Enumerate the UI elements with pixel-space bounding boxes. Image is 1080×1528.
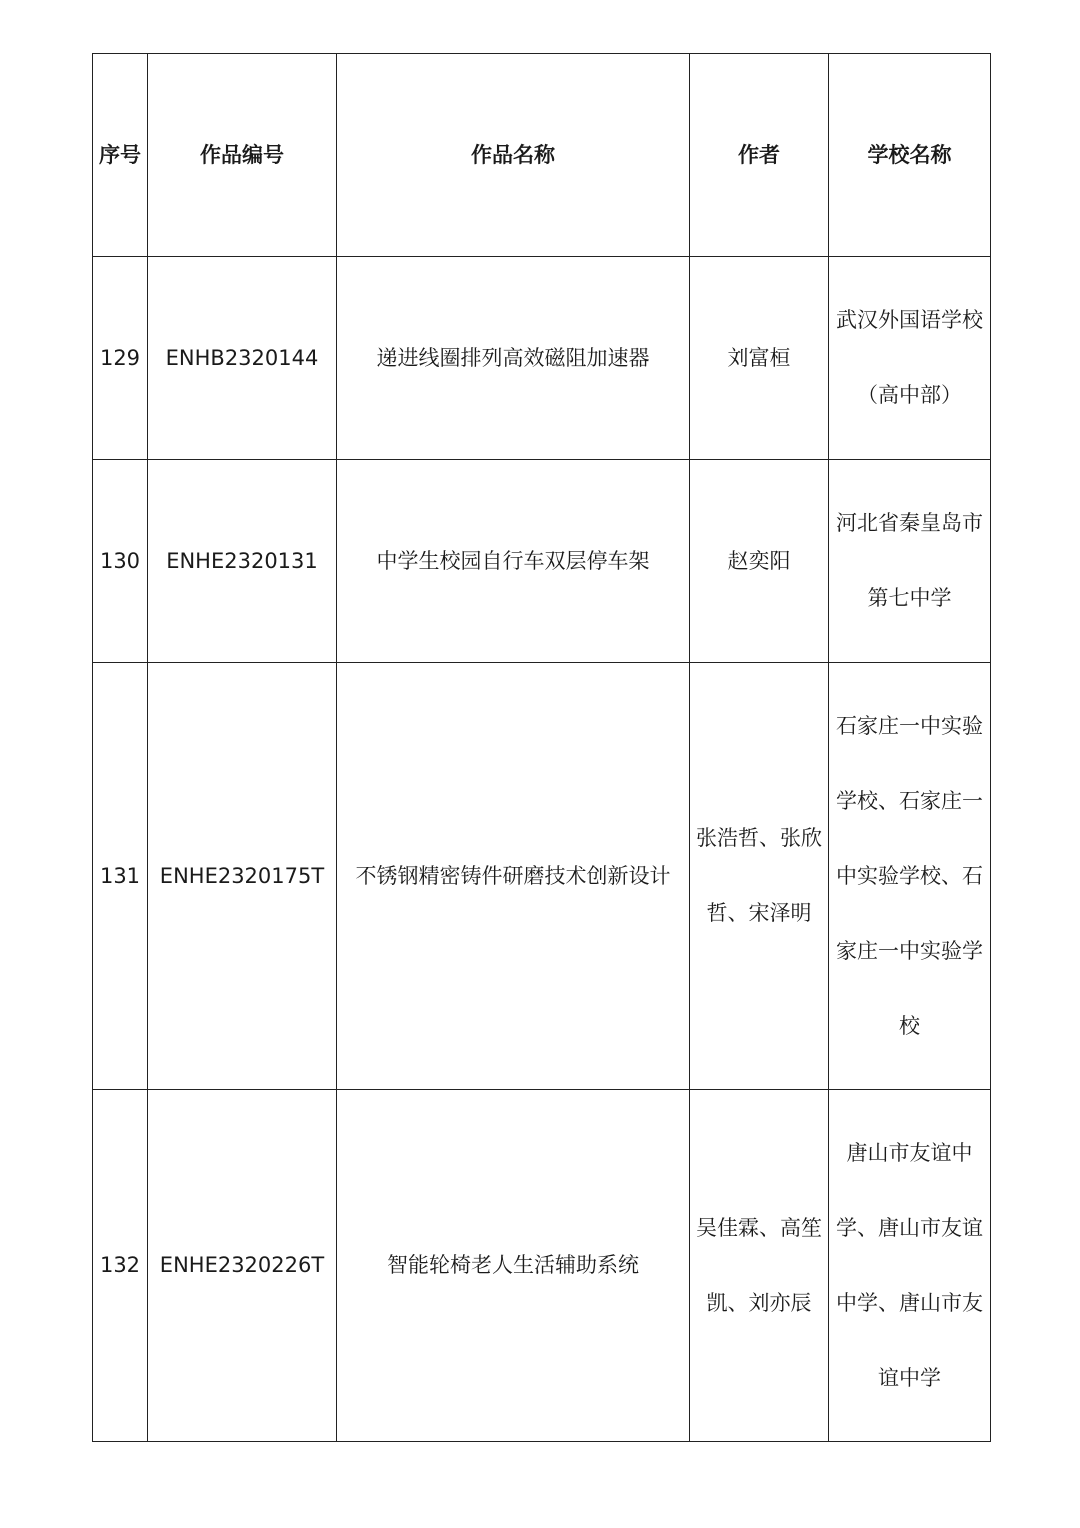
cell-author: 张浩哲、张欣哲、宋泽明 [690,663,829,1090]
header-seq: 序号 [93,54,148,257]
table-row [93,460,991,663]
cell-school: 石家庄一中实验学校、石家庄一中实验学校、石家庄一中实验学校 [829,663,991,1090]
table-row [93,257,991,460]
cell-author: 赵奕阳 [690,460,829,663]
cell-school: 武汉外国语学校（高中部） [829,257,991,460]
cell-author: 刘富桓 [690,257,829,460]
table-row [93,663,991,1090]
cell-seq: 130 [93,460,148,663]
cell-school: 河北省秦皇岛市第七中学 [829,460,991,663]
header-id: 作品编号 [148,54,337,257]
cell-seq: 129 [93,257,148,460]
cell-seq: 132 [93,1090,148,1442]
cell-school: 唐山市友谊中学、唐山市友谊中学、唐山市友谊中学 [829,1090,991,1442]
header-school: 学校名称 [829,54,991,257]
table-row [93,1090,991,1442]
cell-id: ENHE2320226T [148,1090,337,1442]
cell-name: 不锈钢精密铸件研磨技术创新设计 [337,663,690,1090]
header-author: 作者 [690,54,829,257]
cell-name: 智能轮椅老人生活辅助系统 [337,1090,690,1442]
cell-id: ENHB2320144 [148,257,337,460]
cell-name: 中学生校园自行车双层停车架 [337,460,690,663]
cell-author: 吴佳霖、高笙凯、刘亦辰 [690,1090,829,1442]
table-header-row [93,54,991,257]
cell-seq: 131 [93,663,148,1090]
cell-name: 递进线圈排列高效磁阻加速器 [337,257,690,460]
cell-id: ENHE2320131 [148,460,337,663]
header-name: 作品名称 [337,54,690,257]
award-table [92,53,991,1442]
cell-id: ENHE2320175T [148,663,337,1090]
